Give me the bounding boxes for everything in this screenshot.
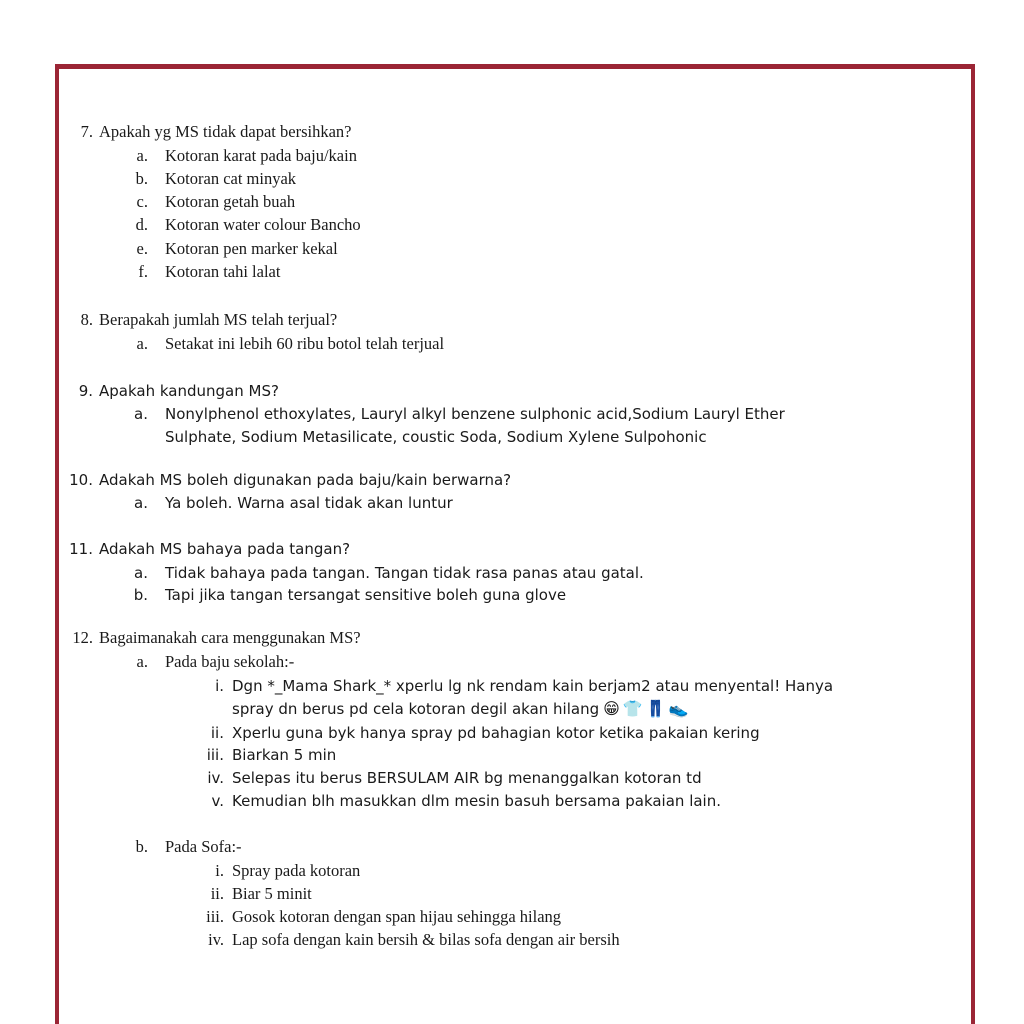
question-text: Adakah MS bahaya pada tangan?: [99, 540, 351, 558]
question-number: 11.: [69, 540, 93, 558]
question-number: 12.: [72, 628, 93, 647]
question-text: Adakah MS boleh digunakan pada baju/kain berwarna?: [99, 471, 512, 489]
question-text: Bagaimanakah cara menggunakan MS?: [99, 628, 361, 647]
question-number: 7.: [80, 122, 93, 141]
question-number: 8.: [80, 310, 93, 329]
question-text: Apakah yg MS tidak dapat bersihkan?: [99, 122, 352, 141]
question-number: 9.: [78, 382, 93, 400]
question-text: Berapakah jumlah MS telah terjual?: [99, 310, 338, 329]
emoji-icons: 😁👕👖👟: [603, 699, 692, 718]
question-text: Apakah kandungan MS?: [99, 382, 279, 400]
question-number: 10.: [69, 471, 93, 489]
